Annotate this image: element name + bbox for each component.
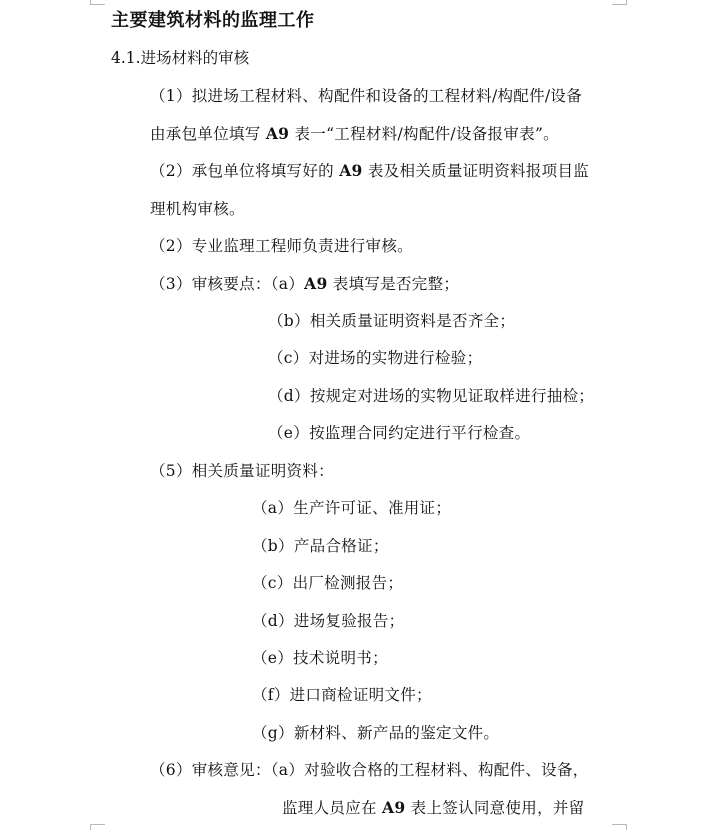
item6-line2 <box>282 798 584 818</box>
page-corner-mark-top-left <box>90 0 105 5</box>
item3-point: （e）按监理合同约定进行平行检查。 <box>268 424 531 442</box>
item6-line1: （6）审核意见：（a）对验收合格的工程材料、构配件、设备， <box>150 761 589 779</box>
item6-line2-pre: 监理人员应在 <box>282 799 383 817</box>
page-corner-mark-top-right <box>612 0 627 5</box>
item2a-line2: 理机构审核。 <box>150 200 245 218</box>
item3-point: （d）按规定对进场的实物见证取样进行抽检； <box>268 387 595 405</box>
item2a-line1 <box>150 161 589 181</box>
item2b-line: （2）专业监理工程师负责进行审核。 <box>150 237 413 255</box>
item5-doc: （e）技术说明书； <box>252 649 388 667</box>
item2a-line1-post: 表及相关质量证明资料报项目监 <box>362 162 590 180</box>
document-title: 主要建筑材料的监理工作 <box>111 10 315 31</box>
item3-point: （b）相关质量证明资料是否齐全； <box>268 312 516 330</box>
item6-line2-post: 表上签认同意使用，并留 <box>405 799 585 817</box>
item1-form-code: A9 <box>265 124 290 143</box>
item3-lead <box>150 274 459 294</box>
item2a-form-code: A9 <box>339 161 363 180</box>
section-heading: 4.1.进场材料的审核 <box>111 49 250 67</box>
item3-lead-pre: （3）审核要点：（a） <box>150 275 305 293</box>
item3-form-code: A9 <box>304 274 328 293</box>
item5-doc: （f）进口商检证明文件； <box>252 686 432 704</box>
item1-line2-pre: 由承包单位填写 <box>150 125 266 143</box>
item5-doc: （d）进场复验报告； <box>252 612 405 630</box>
item5-doc: （b）产品合格证； <box>252 537 389 555</box>
item1-line1: （1）拟进场工程材料、构配件和设备的工程材料/构配件/设备 <box>150 87 583 105</box>
page-corner-mark-bottom-left <box>90 824 105 830</box>
item5-doc: （c）出厂检测报告； <box>252 574 404 592</box>
item3-point: （c）对进场的实物进行检验； <box>268 349 483 367</box>
page-corner-mark-bottom-right <box>612 824 627 830</box>
item1-line2 <box>150 124 559 144</box>
item6-form-code: A9 <box>382 798 406 817</box>
item5-doc: （g）新材料、新产品的鉴定文件。 <box>252 724 500 742</box>
item1-line2-post: 表一“工程材料/构配件/设备报审表”。 <box>289 125 559 143</box>
item5-lead: （5）相关质量证明资料： <box>150 462 334 480</box>
item3-lead-post: 表填写是否完整； <box>327 275 460 293</box>
item2a-line1-pre: （2）承包单位将填写好的 <box>150 162 340 180</box>
item5-doc: （a）生产许可证、准用证； <box>252 499 452 517</box>
